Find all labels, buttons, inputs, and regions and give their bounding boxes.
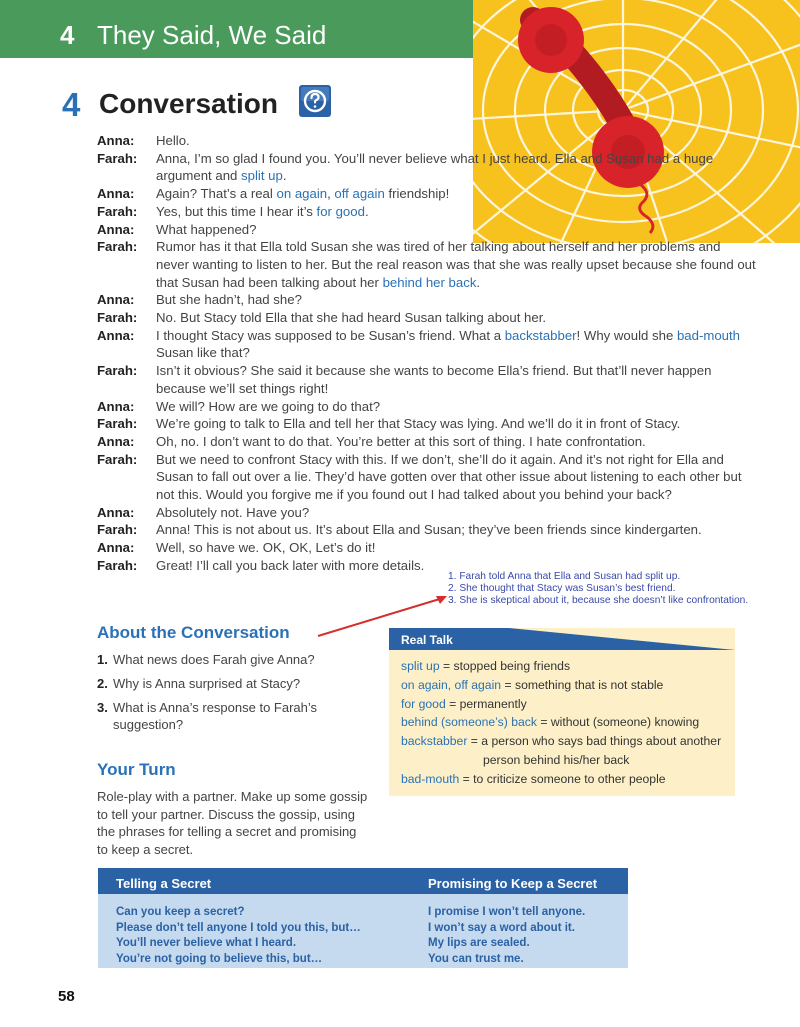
unit-number: 4 [60,20,75,50]
answer-note-line: 3. She is skeptical about it, because she doesn’t like confrontation. [448,595,749,606]
speaker-label: Anna: [97,504,135,520]
dialogue-text [156,132,757,150]
dialogue-line [97,221,757,239]
answer-note-line: 1. Farah told Anna that Ella and Susan had split up. [448,571,681,582]
key-phrase: split up [241,168,283,184]
question-item [97,651,327,668]
text-segment: I thought Stacy was supposed to be Susan’s friend. What a [156,327,505,343]
text-segment: Susan like that? [156,345,250,361]
speaker-label: Farah: [97,203,138,219]
dialogue-text [156,221,757,239]
dialogue-line [97,309,757,327]
dialogue-text [156,238,757,291]
speaker-label: Farah: [97,239,138,255]
question-item [97,675,327,692]
speaker-label: Farah: [97,522,138,538]
speaker-label: Anna: [97,186,135,202]
about-heading: About the Conversation [97,623,290,642]
speaker-label: Anna: [97,327,135,343]
text-segment: Anna, I’m so glad I found you. You’ll never believe what I just heard. Ella and Susan had a huge argument and [156,150,714,184]
key-phrase: backstabber [504,327,577,343]
secret-phrase: You’re not going to believe this, but… [116,952,323,965]
key-phrase: bad-mouth [676,327,741,343]
unit-title: They Said, We Said [97,20,327,50]
dialogue-line [97,362,757,397]
speaker-label: Farah: [97,451,138,467]
telling-secret-list [116,905,426,967]
speaker-label: Farah: [97,557,138,573]
speaker-label: Farah: [97,150,138,166]
dialogue-line [97,521,757,539]
text-segment: Rumor has it that Ella told Susan she was tired of her talking about herself and her problems and never wanting to listen to her. But the real reason was that she was really upset because she found out that Susan had been talking about her [156,239,756,290]
text-segment: We’re going to talk to Ella and tell her that Stacy was lying. And we’ll do it in front of Stacy. [156,416,681,432]
real-talk-item: behind (someone’s) back = without (someone) knowing [401,715,700,730]
real-talk-term: bad-mouth [401,771,460,786]
key-phrase: for good [316,203,365,219]
section-title: Conversation [99,88,278,119]
dialogue-line [97,150,757,185]
key-phrase: off again [334,186,385,202]
text-segment: What happened? [156,221,257,237]
promising-secret-list [428,905,623,967]
secret-phrase: My lips are sealed. [428,937,530,949]
real-talk-term: for good [401,696,446,711]
conversation-dialogue [97,132,757,575]
text-segment: Yes, but this time I hear it’s [156,203,317,219]
dialogue-line [97,451,757,504]
question-item [97,699,327,733]
text-segment: No. But Stacy told Ella that she had heard Susan talking about her. [156,310,547,326]
speaker-label: Anna: [97,292,135,308]
speaker-label: Anna: [97,540,135,556]
speaker-label: Farah: [97,363,138,379]
real-talk-definition-cont: person behind his/her back [483,752,630,767]
question-number: 1. [97,652,108,667]
dialogue-text [156,362,757,397]
dialogue-line [97,398,757,416]
real-talk-term: split up [401,659,440,673]
question-text: What news does Farah give Anna? [113,652,315,667]
dialogue-line [97,433,757,451]
speaker-label: Anna: [97,433,135,449]
page-number: 58 [58,988,75,1005]
your-turn-heading: Your Turn [97,760,176,779]
dialogue-line [97,291,757,309]
dialogue-line [97,203,757,221]
section-number: 4 [62,86,81,123]
dialogue-text [156,309,757,327]
dialogue-line [97,415,757,433]
real-talk-item: on again, off again = something that is not stable [401,677,664,692]
dialogue-text [156,451,757,504]
question-icon[interactable] [298,84,332,118]
handwritten-answer-notes [448,571,748,607]
dialogue-line [97,504,757,522]
text-segment: Isn’t it obvious? She said it because she wants to become Ella’s friend. But that’ll never happen because we’ll set things right! [156,363,712,396]
text-segment: Absolutely not. Have you? [156,504,310,520]
real-talk-definition: to criticize someone to other people [473,771,666,786]
dialogue-line [97,132,757,150]
dialogue-text [156,203,757,221]
text-segment: Again? That’s a real [156,186,277,202]
text-segment: . [476,274,481,290]
promising-secret-heading: Promising to Keep a Secret [428,876,598,891]
speaker-label: Farah: [97,310,138,326]
real-talk-item: for good = permanently [401,696,527,711]
telling-secret-heading: Telling a Secret [116,876,212,891]
dialogue-text [156,398,757,416]
text-segment: Great! I’ll call you back later with more details. [156,557,425,573]
secret-phrase: I promise I won’t tell anyone. [428,906,586,918]
real-talk-term: backstabber [401,734,468,749]
text-segment: , [327,186,335,202]
real-talk-definition: without (someone) knowing [550,715,700,730]
dialogue-text [156,504,757,522]
text-segment: Well, so have we. OK, OK, Let’s do it! [156,540,376,556]
real-talk-item: backstabber = a person who says bad things about another [401,734,722,749]
real-talk-term: on again, off again [401,677,502,692]
real-talk-box [389,628,735,796]
text-segment: But she hadn’t, had she? [156,292,302,308]
dialogue-text [156,521,757,539]
speaker-label: Farah: [97,416,138,432]
question-number: 2. [97,676,108,691]
real-talk-list [401,657,731,789]
secret-phrase: Please don’t tell anyone I told you this, but… [116,921,361,934]
real-talk-definition: stopped being friends [453,659,571,673]
answer-note-line: 2. She thought that Stacy was Susan’s best friend. [448,583,676,594]
about-questions-list [97,651,327,740]
secret-phrase: Can you keep a secret? [116,906,245,918]
your-turn-text: Role-play with a partner. Make up some gossip to tell your partner. Discuss the gossip, using the phrases for telling a secret and promising to keep a secret. [97,789,368,857]
real-talk-term: behind (someone’s) back [401,715,537,730]
real-talk-item: split up = stopped being friends [401,659,571,673]
dialogue-line [97,539,757,557]
dialogue-line [97,327,757,362]
text-segment: Oh, no. I don’t want to do that. You’re better at this sort of thing. I hate confrontation. [156,433,646,449]
text-segment: ! Why would she [576,327,677,343]
question-text: What is Anna’s response to Farah’s suggestion? [113,700,318,732]
speaker-label: Anna: [97,221,135,237]
question-text: Why is Anna surprised at Stacy? [113,676,301,691]
dialogue-text [156,539,757,557]
real-talk-definition: permanently [459,696,527,711]
dialogue-line [97,238,757,291]
secret-phrase: You can trust me. [428,952,524,965]
text-segment: . [282,168,287,184]
secret-phrases-box [98,868,628,968]
real-talk-title: Real Talk [401,633,453,647]
dialogue-text [156,415,757,433]
secret-phrase: You’ll never believe what I heard. [116,937,297,949]
text-segment: But we need to confront Stacy with this. If we don’t, she’ll do it again. And it’s not right for Ella and Susan to fall out over a lie. They’d have gotten over that other issue about listening to each other but not this. Would you forgive me if you found out I had talked about you behind your back? [156,451,742,503]
key-phrase: behind her back [382,274,477,290]
key-phrase: on again [276,186,328,202]
secret-phrase: I won’t say a word about it. [428,921,575,934]
promising-secret-column [428,868,623,967]
real-talk-item: bad-mouth = to criticize someone to other people [401,771,666,786]
dialogue-text [156,433,757,451]
dialogue-line [97,185,757,203]
text-segment: Hello. [156,133,190,148]
question-number: 3. [97,700,108,715]
speaker-label: Anna: [97,133,135,148]
real-talk-definition: something that is not stable [514,677,664,692]
text-segment: We will? How are we going to do that? [156,398,381,414]
speaker-label: Anna: [97,398,135,414]
dialogue-text [156,291,757,309]
real-talk-definition: a person who says bad things about another [481,734,722,749]
telling-secret-column [116,868,426,967]
text-segment: friendship! [384,186,450,202]
text-segment: . [364,203,369,219]
dialogue-text [156,185,757,203]
dialogue-text [156,327,757,362]
dialogue-text [156,150,757,185]
text-segment: Anna! This is not about us. It’s about Ella and Susan; they’ve been friends since kindergarten. [156,522,702,538]
